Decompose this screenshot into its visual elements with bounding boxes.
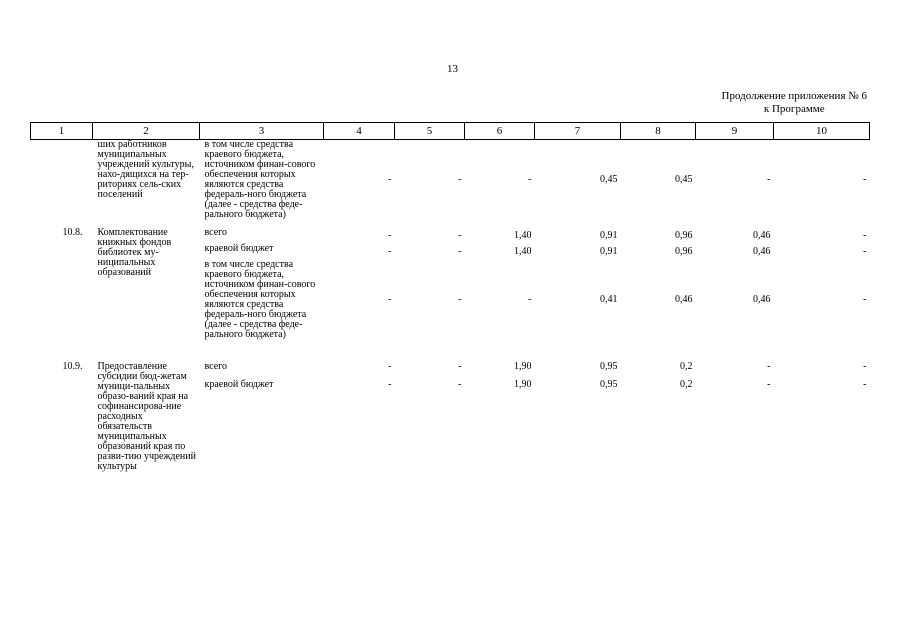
value-cell: - bbox=[458, 174, 462, 185]
column-header: 1 bbox=[31, 123, 93, 140]
value-cell: - bbox=[767, 379, 771, 390]
value-cell: - bbox=[863, 230, 867, 241]
value-cell: 0,2 bbox=[680, 379, 693, 390]
value-cell: 1,90 bbox=[514, 361, 532, 372]
funding-source: всего bbox=[204, 227, 228, 238]
value-cell: 0,46 bbox=[753, 294, 771, 305]
budget-table bbox=[30, 122, 870, 472]
value-cell: - bbox=[863, 246, 867, 257]
value-cell: - bbox=[863, 361, 867, 372]
value-cell: - bbox=[458, 246, 462, 257]
value-cell: - bbox=[388, 294, 392, 305]
continuation-line-2: к Программе bbox=[763, 103, 825, 115]
item-code: 10.9. bbox=[62, 361, 83, 372]
value-cell: - bbox=[388, 379, 392, 390]
value-cell: 0,41 bbox=[600, 294, 618, 305]
column-header: 3 bbox=[200, 123, 324, 140]
value-cell: - bbox=[388, 246, 392, 257]
funding-source: краевой бюджет bbox=[204, 379, 274, 390]
column-header: 7 bbox=[535, 123, 621, 140]
value-cell: - bbox=[458, 379, 462, 390]
value-cell: - bbox=[458, 361, 462, 372]
value-cell: 1,90 bbox=[514, 379, 532, 390]
column-header: 8 bbox=[621, 123, 696, 140]
value-cell: - bbox=[458, 294, 462, 305]
table-row bbox=[31, 140, 870, 221]
column-header: 6 bbox=[465, 123, 535, 140]
funding-source: краевой бюджет bbox=[204, 243, 274, 254]
funding-source: в том числе средства краевого бюджета, источником финан-сового обеспечения которых являются средства федераль-ного бюджета (далее - средства феде-рального бюджета) bbox=[204, 259, 316, 340]
item-code: 10.8. bbox=[62, 227, 83, 238]
column-header: 2 bbox=[93, 123, 200, 140]
value-cell: 0,91 bbox=[600, 230, 618, 241]
value-cell: 0,45 bbox=[600, 174, 618, 185]
column-header: 4 bbox=[324, 123, 395, 140]
column-header: 5 bbox=[395, 123, 465, 140]
value-cell: 0,46 bbox=[675, 294, 693, 305]
value-cell: - bbox=[863, 379, 867, 390]
value-cell: - bbox=[458, 230, 462, 241]
continuation-line-1: Продолжение приложения № 6 bbox=[721, 90, 867, 102]
continuation-note bbox=[722, 90, 867, 116]
value-cell: - bbox=[767, 174, 771, 185]
value-cell: 0,91 bbox=[600, 246, 618, 257]
value-cell: 0,95 bbox=[600, 379, 618, 390]
table-row bbox=[31, 228, 870, 244]
item-name: Комплектование книжных фондов библиотек му-ниципальных образований bbox=[97, 227, 172, 278]
page-number: 13 bbox=[447, 63, 458, 75]
column-number-header bbox=[31, 123, 870, 140]
value-cell: - bbox=[863, 174, 867, 185]
value-cell: 0,46 bbox=[753, 230, 771, 241]
column-header: 10 bbox=[774, 123, 870, 140]
value-cell: - bbox=[388, 230, 392, 241]
table-row bbox=[31, 362, 870, 380]
column-header: 9 bbox=[696, 123, 774, 140]
value-cell: 0,2 bbox=[680, 361, 693, 372]
item-name: ших работников муниципальных учреждений культуры, нахо-дящихся на тер-риториях сель-ских поселений bbox=[97, 139, 194, 200]
value-cell: - bbox=[528, 294, 532, 305]
value-cell: - bbox=[528, 174, 532, 185]
value-cell: - bbox=[388, 361, 392, 372]
value-cell: 0,45 bbox=[675, 174, 693, 185]
value-cell: - bbox=[388, 174, 392, 185]
funding-source: всего bbox=[204, 361, 228, 372]
value-cell: 1,40 bbox=[514, 230, 532, 241]
funding-source: в том числе средства краевого бюджета, источником финан-сового обеспечения которых являются средства федераль-ного бюджета (далее - средства феде-рального бюджета) bbox=[204, 139, 316, 220]
value-cell: 0,96 bbox=[675, 246, 693, 257]
value-cell: 1,40 bbox=[514, 246, 532, 257]
value-cell: - bbox=[863, 294, 867, 305]
value-cell: - bbox=[767, 361, 771, 372]
value-cell: 0,96 bbox=[675, 230, 693, 241]
value-cell: 0,46 bbox=[753, 246, 771, 257]
value-cell: 0,95 bbox=[600, 361, 618, 372]
item-name: Предоставление субсидии бюд-жетам муници-пальных образо-ваний края на софинансирова-ние расходных обязательств муниципальных образований края по разви-тию учреждений культуры bbox=[97, 361, 196, 472]
